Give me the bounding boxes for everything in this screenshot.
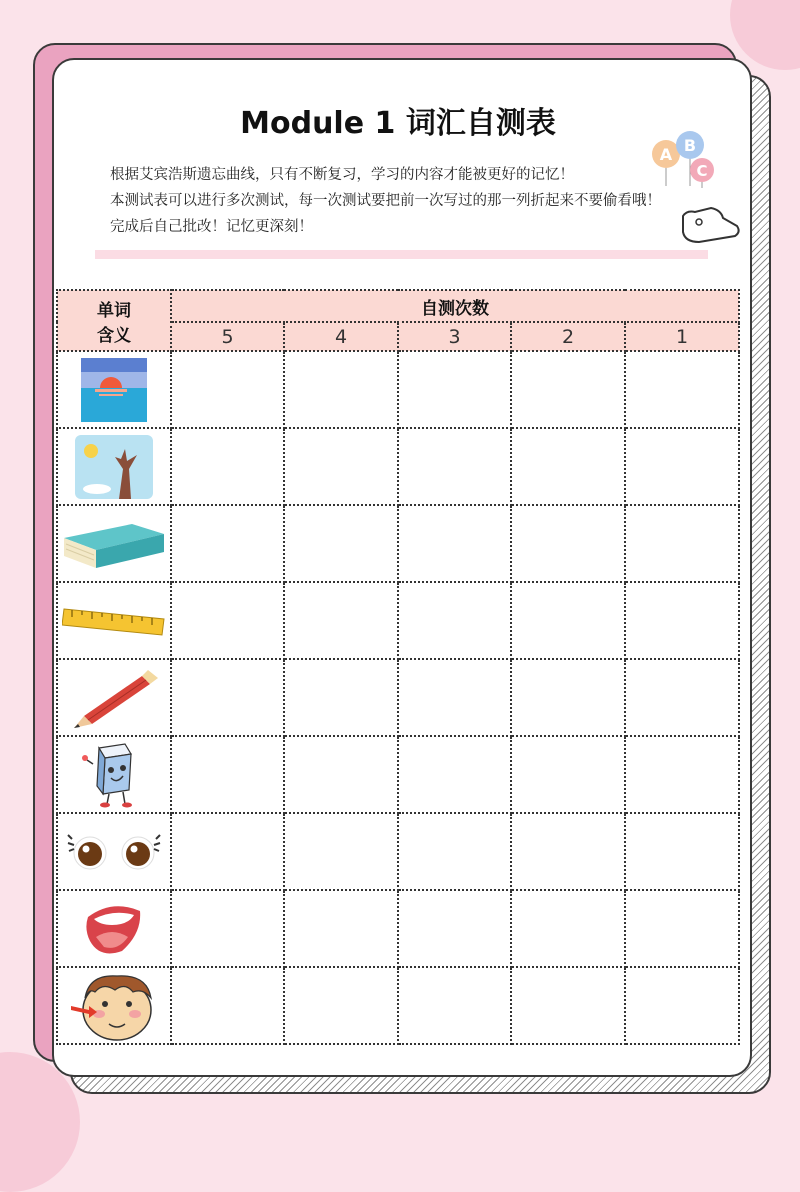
answer-cell[interactable] (511, 582, 625, 659)
answer-cell[interactable] (625, 351, 739, 428)
eraser-character-icon (79, 740, 149, 810)
page-title: Module 1 词汇自测表 (240, 106, 556, 141)
answer-cell[interactable] (625, 890, 739, 967)
pencil-icon (68, 666, 160, 730)
ruler-icon (62, 601, 166, 641)
answer-cell[interactable] (398, 351, 511, 428)
answer-cell[interactable] (171, 890, 284, 967)
answer-cell[interactable] (171, 505, 284, 582)
instruction-line: 本测试表可以进行多次测试，每一次测试要把前一次写过的那一列折起来不要偷看哦！ (110, 193, 661, 209)
picture-cell (57, 659, 171, 736)
column-header: 4 (284, 322, 398, 351)
table-row (57, 890, 739, 967)
answer-cell[interactable] (398, 582, 511, 659)
answer-cell[interactable] (284, 890, 398, 967)
instruction-line: 根据艾宾浩斯遗忘曲线，只有不断复习，学习的内容才能被更好的记忆！ (110, 167, 574, 183)
picture-cell (57, 428, 171, 505)
answer-cell[interactable] (511, 890, 625, 967)
answer-cell[interactable] (284, 582, 398, 659)
answer-cell[interactable] (171, 351, 284, 428)
decorative-circle-top-right (730, 0, 800, 70)
meaning-header-line: 单词 (97, 300, 131, 321)
answer-cell[interactable] (398, 736, 511, 813)
sunrise-over-sea-icon (81, 358, 147, 422)
column-header: 5 (171, 322, 284, 351)
answer-cell[interactable] (511, 659, 625, 736)
picture-cell (57, 351, 171, 428)
answer-cell[interactable] (398, 428, 511, 505)
mouth-icon (82, 897, 146, 961)
answer-cell[interactable] (625, 582, 739, 659)
answer-cell[interactable] (284, 736, 398, 813)
balloon-letter: B (683, 136, 697, 155)
abc-balloons-icon (646, 128, 724, 190)
table-row (57, 659, 739, 736)
answer-cell[interactable] (171, 428, 284, 505)
answer-cell[interactable] (284, 351, 398, 428)
book-icon (62, 516, 166, 572)
table-row (57, 967, 739, 1044)
answer-cell[interactable] (398, 659, 511, 736)
answer-cell[interactable] (398, 890, 511, 967)
answer-cell[interactable] (511, 505, 625, 582)
column-header: 2 (511, 322, 625, 351)
answer-cell[interactable] (625, 505, 739, 582)
answer-cell[interactable] (398, 967, 511, 1044)
column-header: 1 (625, 322, 739, 351)
picture-cell (57, 967, 171, 1044)
answer-cell[interactable] (625, 967, 739, 1044)
instruction-line: 完成后自己批改！记忆更深刻！ (110, 219, 313, 235)
answer-cell[interactable] (171, 736, 284, 813)
column-header: 3 (398, 322, 511, 351)
picture-cell (57, 813, 171, 890)
table-row (57, 813, 739, 890)
table-row (57, 505, 739, 582)
meaning-header (57, 290, 171, 351)
accent-bar (95, 250, 708, 259)
eyes-icon (66, 827, 162, 877)
table-row (57, 428, 739, 505)
answer-cell[interactable] (511, 813, 625, 890)
balloon-letter: C (696, 162, 708, 180)
answer-cell[interactable] (284, 659, 398, 736)
picture-cell (57, 582, 171, 659)
test-count-header: 自测次数 (171, 290, 739, 322)
self-test-table (56, 289, 740, 1045)
answer-cell[interactable] (625, 659, 739, 736)
face-icon (69, 970, 159, 1042)
answer-cell[interactable] (171, 582, 284, 659)
answer-cell[interactable] (284, 967, 398, 1044)
answer-cell[interactable] (284, 813, 398, 890)
picture-cell (57, 890, 171, 967)
table-row (57, 736, 739, 813)
answer-cell[interactable] (511, 967, 625, 1044)
answer-cell[interactable] (511, 736, 625, 813)
answer-cell[interactable] (171, 813, 284, 890)
table-row (57, 351, 739, 428)
meaning-header-line: 含义 (97, 325, 131, 346)
answer-cell[interactable] (511, 351, 625, 428)
answer-cell[interactable] (398, 505, 511, 582)
answer-cell[interactable] (284, 428, 398, 505)
answer-cell[interactable] (511, 428, 625, 505)
instructions (110, 162, 661, 240)
answer-cell[interactable] (625, 428, 739, 505)
sun-and-tree-icon (75, 435, 153, 499)
table-row (57, 582, 739, 659)
answer-cell[interactable] (171, 659, 284, 736)
answer-cell[interactable] (284, 505, 398, 582)
answer-cell[interactable] (625, 813, 739, 890)
answer-cell[interactable] (625, 736, 739, 813)
answer-cell[interactable] (398, 813, 511, 890)
balloon-letter: A (659, 145, 673, 164)
picture-cell (57, 736, 171, 813)
tag-doodle-icon (677, 198, 743, 248)
picture-cell (57, 505, 171, 582)
answer-cell[interactable] (171, 967, 284, 1044)
